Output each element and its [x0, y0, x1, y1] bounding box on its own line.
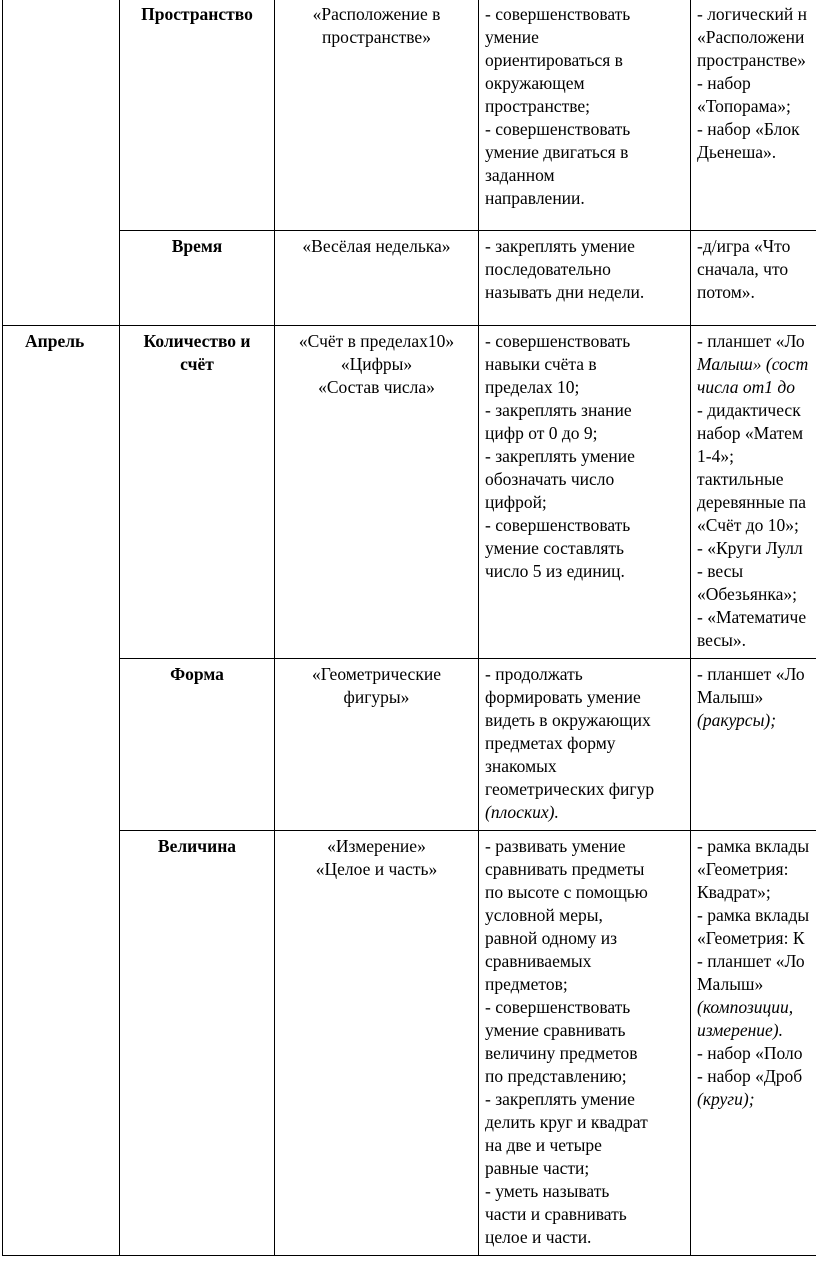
title-cell: «Измерение» «Целое и часть»	[275, 831, 479, 1256]
resources-cell: - планшет «Ло Малыш» (ракурсы);	[691, 659, 816, 831]
table-row	[3, 231, 816, 326]
table-row	[3, 831, 816, 1256]
table-row	[3, 659, 816, 831]
category-cell: Форма	[120, 659, 275, 831]
tasks-cell: - продолжать формировать умение видеть в окружающих предметах форму знакомых геометрических фигур (плоских).	[479, 659, 691, 831]
lesson-plan-table	[2, 0, 816, 1256]
resources-cell: - планшет «Ло Малыш» (сост числа от1 до - дидактическ набор «Матем 1-4»; тактильные деревянные па «Счёт до 10»; - «Круги Лулл - весы «Обезьянка»; - «Математиче весы».	[691, 326, 816, 659]
month-cell: Апрель	[3, 326, 120, 1256]
resources-cell: -д/игра «Что сначала, что потом».	[691, 231, 816, 326]
category-cell: Пространство	[120, 0, 275, 231]
table-row	[3, 0, 816, 231]
resources-cell: - логический н «Расположени пространстве» - набор «Топорама»; - набор «Блок Дьенеша».	[691, 0, 816, 231]
title-cell: «Геометрические фигуры»	[275, 659, 479, 831]
tasks-cell: - совершенствовать навыки счёта в пределах 10; - закреплять знание цифр от 0 до 9; - закреплять умение обозначать число цифрой; - совершенствовать умение составлять число 5 из единиц.	[479, 326, 691, 659]
title-cell: «Расположение в пространстве»	[275, 0, 479, 231]
tasks-cell: - совершенствовать умение ориентироваться в окружающем пространстве; - совершенствовать умение двигаться в заданном направлении.	[479, 0, 691, 231]
title-cell: «Счёт в пределах10» «Цифры» «Состав числа»	[275, 326, 479, 659]
tasks-cell: - развивать умение сравнивать предметы по высоте с помощью условной меры, равной одному из сравниваемых предметов; - совершенствовать умение сравнивать величину предметов по представлению; - закреплять умение делить круг и квадрат на две и четыре равные части; - уметь называть части и сравнивать целое и части.	[479, 831, 691, 1256]
category-cell: Количество и счёт	[120, 326, 275, 659]
title-cell: «Весёлая неделька»	[275, 231, 479, 326]
category-cell: Величина	[120, 831, 275, 1256]
tasks-cell: - закреплять умение последовательно называть дни недели.	[479, 231, 691, 326]
category-cell: Время	[120, 231, 275, 326]
month-cell	[3, 0, 120, 326]
resources-cell: - рамка вклады «Геометрия: Квадрат»; - рамка вклады «Геометрия: К - планшет «Ло Малыш» (композиции, измерение). - набор «Поло - набор «Дроб (круги);	[691, 831, 816, 1256]
table-row	[3, 326, 816, 659]
